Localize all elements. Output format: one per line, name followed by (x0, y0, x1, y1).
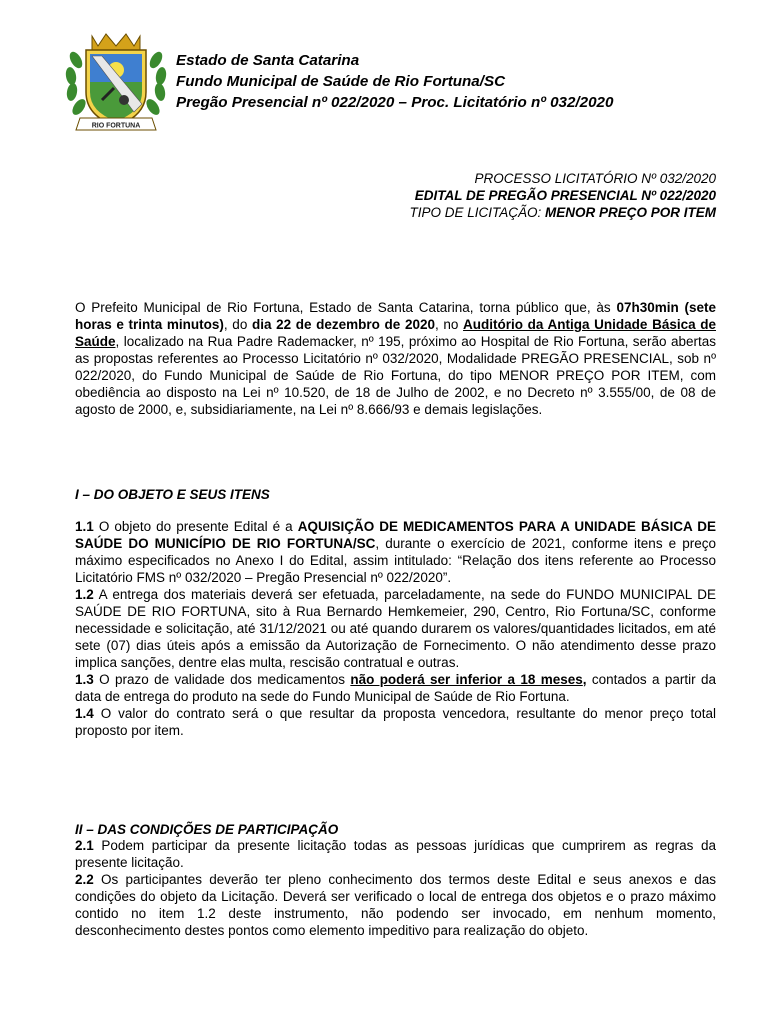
section-1-title: I – DO OBJETO E SEUS ITENS (75, 487, 270, 502)
intro-date: dia 22 de dezembro de 2020 (251, 317, 435, 332)
section-1-body (75, 518, 716, 739)
intro-text: , localizado na Rua Padre Rademacker, nº 195, próximo ao Hospital de Rio Fortuna, serão abertas as propostas referentes ao Processo Licitatório nº 032/2020, Modalidade PREGÃO PRESENCIAL, sob nº 022/2020, do Fundo Municipal de Saúde de Rio Fortuna, do tipo MENOR PREÇO POR ITEM, com obediência ao disposto na Lei nº 10.520, de 18 de Julho de 2002, e no Decreto nº 3.555/00, de 08 de agosto de 2000, e, subsidiariamente, na Lei nº 8.666/93 e demais legislações. (75, 334, 716, 417)
bid-type-value: MENOR PREÇO POR ITEM (544, 205, 716, 220)
crest-banner-text: RIO FORTUNA (91, 122, 141, 130)
item-number: 1.4 (75, 706, 94, 721)
item-text: O valor do contrato será o que resultar da proposta vencedora, resultante do menor preço total proposto por item. (75, 706, 716, 738)
header-state: Estado de Santa Catarina (176, 52, 360, 69)
edital-number: EDITAL DE PREGÃO PRESENCIAL Nº 022/2020 (414, 188, 716, 203)
intro-venue: Auditório da Antiga Unidade Básica de Saúde (75, 317, 716, 349)
item-number: 2.1 (75, 838, 94, 853)
item-1-3 (75, 671, 716, 705)
section-2-body (75, 837, 716, 939)
municipal-crest-logo (62, 30, 170, 136)
intro-paragraph (75, 299, 716, 418)
item-1-4 (75, 705, 716, 739)
item-1-2 (75, 586, 716, 671)
intro-text: , do (223, 317, 252, 332)
item-text: contados a partir da data de entrega do produto na sede do Fundo Municipal de Saúde de Rio Fortuna. (75, 672, 717, 704)
bid-type-label: TIPO DE LICITAÇÃO: (409, 205, 545, 220)
intro-text: O Prefeito Municipal de Rio Fortuna, Estado de Santa Catarina, torna público que, às (75, 300, 617, 315)
item-number: 2.2 (75, 872, 94, 887)
item-2-1 (75, 837, 716, 871)
process-block (409, 170, 716, 221)
item-object: AQUISIÇÃO DE MEDICAMENTOS PARA A UNIDADE BÁSICA DE SAÚDE DO MUNICÍPIO DE RIO FORTUNA/SC (75, 519, 716, 551)
item-punct: , (582, 672, 587, 687)
item-text: A entrega dos materiais deverá ser efetuada, parceladamente, na sede do FUNDO MUNICIPAL DE SAÚDE DE RIO FORTUNA, sito à Rua Bernardo Hemkemeier, 290, Centro, Rio Fortuna/SC, conforme necessidade e solicitação, até 31/12/2021 ou até quando durarem os valores/quantidades licitados, em até sete (07) dias úteis após a emissão da Autorização de Fornecimento. O não atendimento desse prazo implica sanções, dentre elas multa, rescisão contratual e outras. (75, 587, 716, 670)
bid-type (409, 204, 716, 221)
item-text: O objeto do presente Edital é a (93, 519, 298, 534)
intro-text: , no (434, 317, 464, 332)
item-number: 1.1 (75, 519, 94, 534)
document-header (176, 50, 613, 113)
item-text: Os participantes deverão ter pleno conhecimento dos termos deste Edital e seus anexos e das condições do objeto da Licitação. Deverá ser verificado o local de entrega dos objetos e o prazo máximo contido no item 1.2 deste instrumento, não podendo ser invocado, em nenhum momento, desconhecimento destes pontos como elemento impeditivo para realização do objeto. (75, 872, 716, 938)
item-number: 1.3 (75, 672, 94, 687)
item-text: Podem participar da presente licitação todas as pessoas jurídicas que cumprirem as regras da presente licitação. (75, 838, 716, 870)
item-text: O prazo de validade dos medicamentos (93, 672, 351, 687)
item-1-1 (75, 518, 716, 586)
section-2-title: II – DAS CONDIÇÕES DE PARTICIPAÇÃO (75, 822, 339, 837)
item-text: , durante o exercício de 2021, conforme itens e preço máximo especificados no Anexo I do Edital, assim intitulado: “Relação dos itens referente ao Processo Licitatório FMS nº 032/2020 – Pregão Presencial nº 022/2020”. (75, 536, 716, 585)
header-fund: Fundo Municipal de Saúde de Rio Fortuna/SC (176, 73, 506, 90)
item-number: 1.2 (75, 587, 94, 602)
process-number: PROCESSO LICITATÓRIO Nº 032/2020 (474, 171, 716, 186)
item-2-2 (75, 871, 716, 939)
header-procurement: Pregão Presencial nº 022/2020 – Proc. Licitatório nº 032/2020 (176, 94, 614, 111)
validity-requirement: não poderá ser inferior a 18 meses (350, 672, 583, 687)
intro-time: 07h30min (sete horas e trinta minutos) (75, 300, 717, 332)
